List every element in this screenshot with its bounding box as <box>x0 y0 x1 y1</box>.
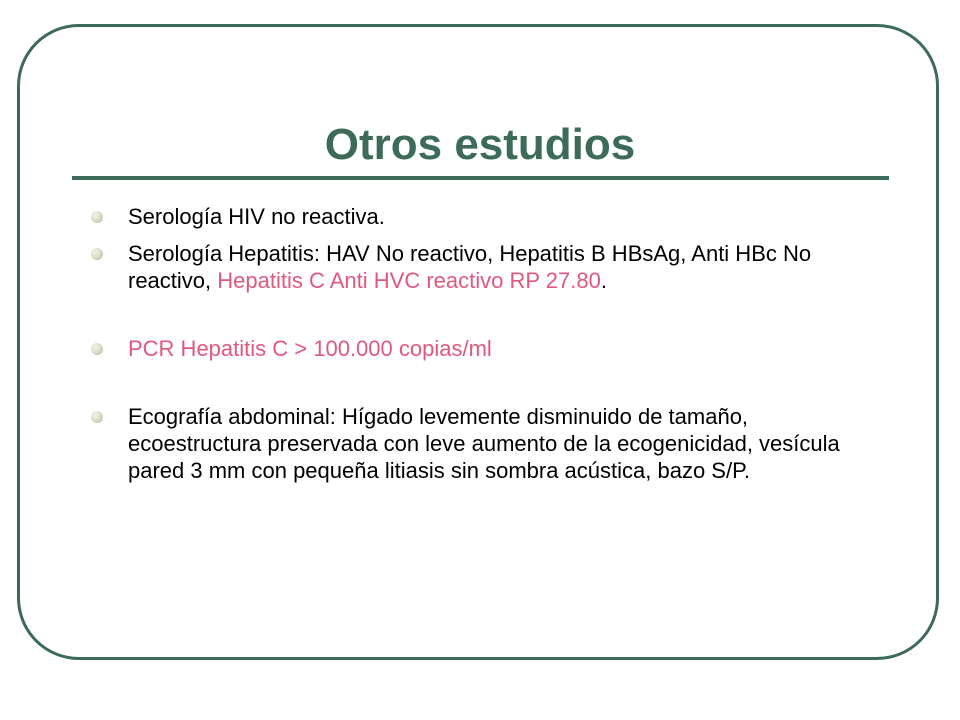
bullet-dot-icon <box>91 211 103 223</box>
title-underline <box>72 176 889 180</box>
slide-title: Otros estudios <box>324 120 636 169</box>
bullet-text: Serología Hepatitis: HAV No reactivo, Hepatitis B HBsAg, Anti HBc No reactivo, <box>128 241 812 293</box>
bullet-item-ecografia <box>128 403 868 484</box>
bullet-item-pcr <box>128 335 868 362</box>
bullet-dot-icon <box>91 411 103 423</box>
bullet-list <box>128 203 868 484</box>
bullet-item-hiv <box>128 203 868 230</box>
bullet-dot-icon <box>91 343 103 355</box>
bullet-text-end: . <box>600 268 607 293</box>
bullet-text: Serología HIV no reactiva. <box>128 204 385 229</box>
bullet-item-hepatitis-serology <box>128 240 868 294</box>
bullet-text: PCR Hepatitis C > 100.000 copias/ml <box>128 336 492 361</box>
bullet-dot-icon <box>91 248 103 260</box>
bullet-text: Ecografía abdominal: Hígado levemente disminuido de tamaño, ecoestructura preservada con leve aumento de la ecogenicidad, vesícula pared 3 mm con pequeña litiasis sin sombra acústica, bazo S/P. <box>128 404 840 483</box>
bullet-highlight-text: Hepatitis C Anti HVC reactivo RP 27.80 <box>217 268 601 293</box>
